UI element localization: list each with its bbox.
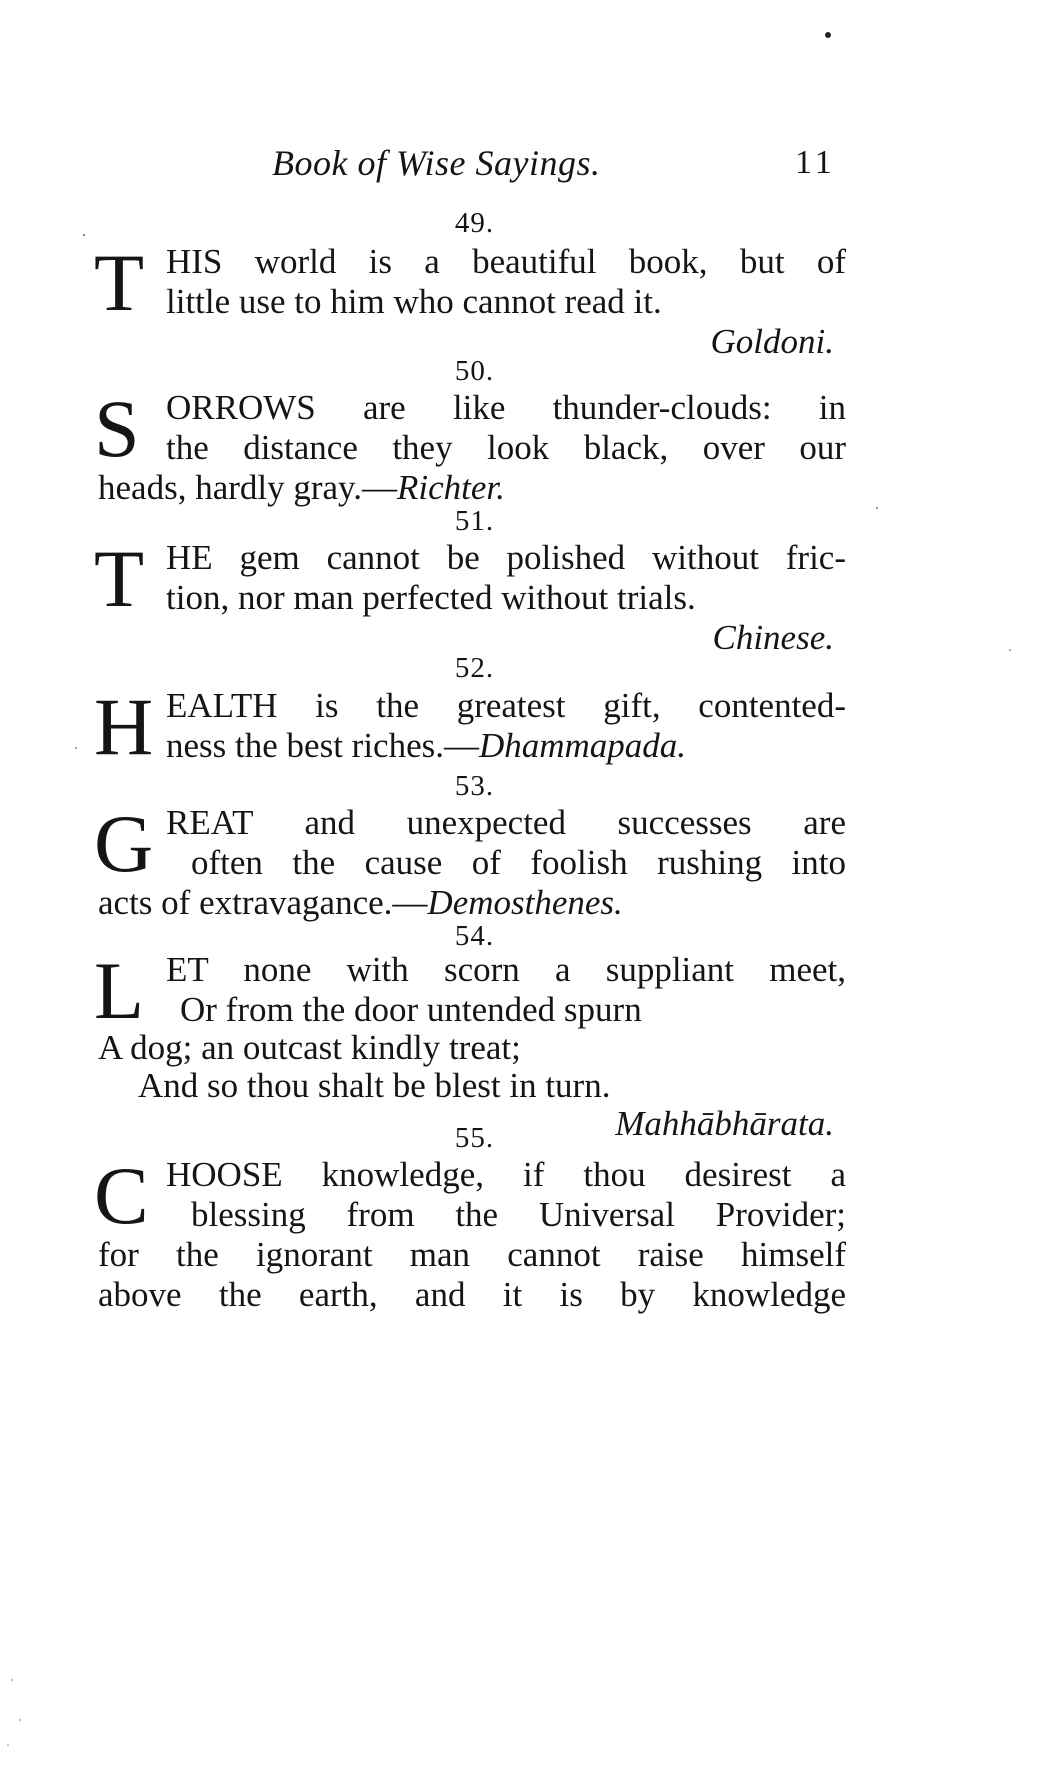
ink-speck [83, 234, 85, 236]
drop-cap: T [94, 533, 145, 624]
saying-number: 49. [454, 207, 495, 239]
text-line: REAT and unexpected successes are [166, 803, 846, 842]
saying-number: 51. [454, 505, 495, 537]
text-line: A dog; an outcast kindly treat; [98, 1028, 521, 1067]
text-line: EALTH is the greatest gift, contented- [166, 686, 846, 725]
text-line: above the earth, and it is by knowledge [98, 1275, 846, 1314]
text-line: ET none with scorn a suppliant meet, [166, 950, 846, 989]
drop-cap: T [94, 237, 145, 328]
text-fragment: ness the best riches. [166, 726, 444, 765]
text-line: blessing from the Universal Provider; [191, 1195, 846, 1234]
attribution: Goldoni. [710, 322, 834, 361]
text-line: HOOSE knowledge, if thou desirest a [166, 1155, 846, 1194]
text-line-with-attribution: ness the best riches.—Dhammapada. [166, 726, 687, 765]
text-line: ORROWS are like thunder-clouds: in [166, 388, 846, 427]
drop-cap: S [94, 383, 140, 474]
saying-number: 54. [454, 920, 495, 952]
running-title: Book of Wise Sayings. [272, 143, 601, 183]
text-fragment: heads, hardly gray. [98, 468, 363, 507]
text-fragment: acts of extravagance. [98, 883, 393, 922]
ink-speck [11, 1679, 13, 1681]
ink-speck [75, 747, 77, 749]
text-line-with-attribution: acts of extravagance.—Demosthenes. [98, 883, 623, 922]
text-line: Or from the door untended spurn [180, 990, 642, 1029]
page-number: 11 [795, 144, 836, 181]
text-line: little use to him who cannot read it. [166, 282, 662, 321]
ink-speck [1009, 649, 1011, 651]
attribution: Demosthenes. [427, 883, 623, 922]
text-line: tion, nor man perfected without trials. [166, 578, 696, 617]
drop-cap: G [94, 798, 154, 889]
drop-cap: H [94, 681, 154, 772]
ink-speck [19, 1719, 21, 1721]
saying-number: 50. [454, 355, 495, 387]
attribution: Mahhābhārata. [615, 1104, 834, 1143]
text-line: HIS world is a beautiful book, but of [166, 242, 846, 281]
ink-speck [825, 32, 831, 38]
drop-cap: L [94, 945, 145, 1036]
ink-speck [876, 507, 878, 509]
text-line: And so thou shalt be blest in turn. [138, 1066, 611, 1105]
attribution: Dhammapada. [478, 726, 687, 765]
text-line: the distance they look black, over our [166, 428, 846, 467]
drop-cap: C [94, 1150, 149, 1241]
attribution: Richter. [397, 468, 505, 507]
text-line: for the ignorant man cannot raise himself [98, 1235, 846, 1274]
attribution: Chinese. [712, 618, 834, 657]
saying-number: 55. [454, 1122, 495, 1154]
text-line-with-attribution: heads, hardly gray.—Richter. [98, 468, 505, 507]
text-line: often the cause of foolish rushing into [191, 843, 846, 882]
saying-number: 52. [454, 652, 495, 684]
text-line: HE gem cannot be polished without fric- [166, 538, 846, 577]
saying-number: 53. [454, 770, 495, 802]
ink-speck [7, 1744, 9, 1746]
